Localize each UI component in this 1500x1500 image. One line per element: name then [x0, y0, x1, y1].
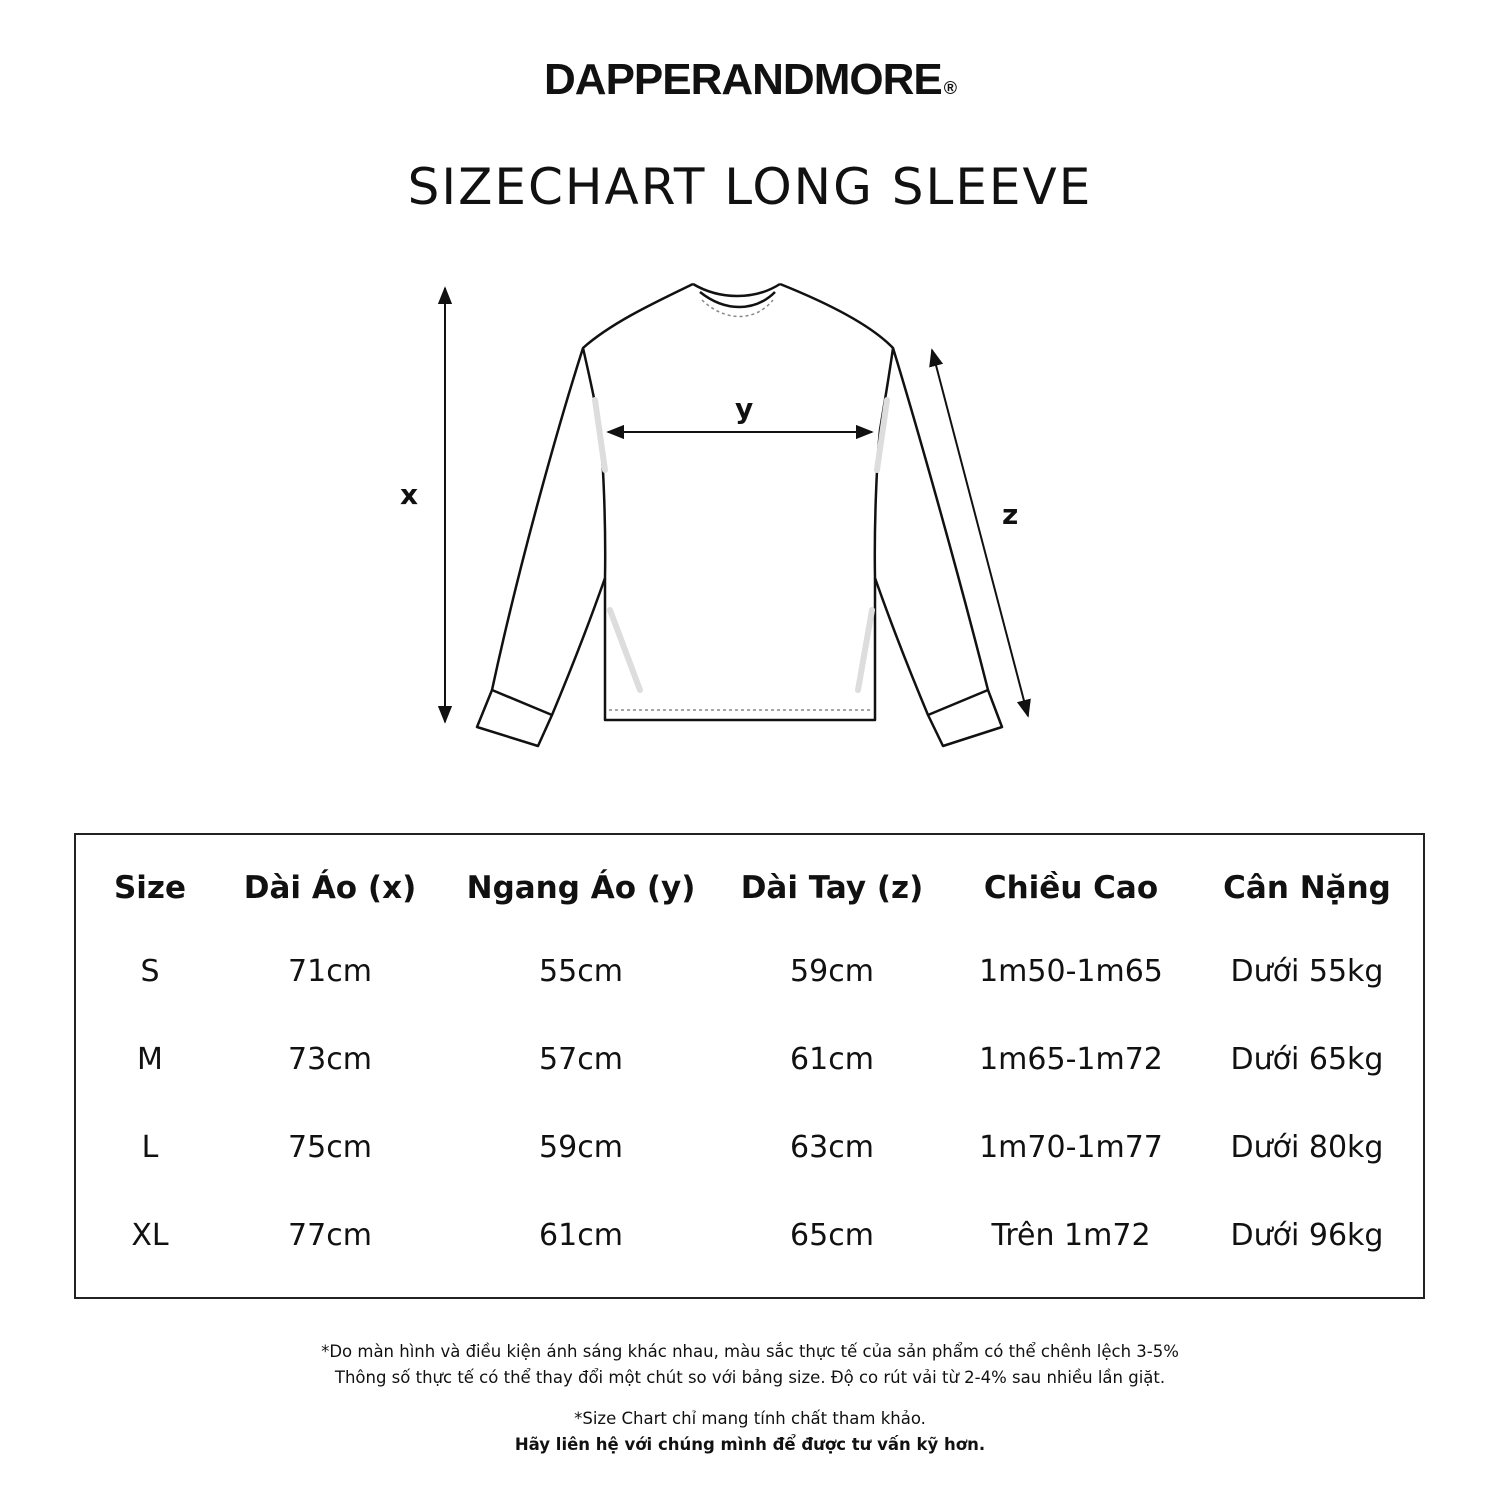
header-height: Chiều Cao	[983, 870, 1159, 906]
table-row	[76, 1103, 1410, 1191]
table-row	[76, 927, 1410, 1015]
cell-sleeve: 61cm	[790, 1041, 874, 1077]
label-x: x	[400, 478, 419, 511]
cell-height: Trên 1m72	[991, 1217, 1151, 1253]
table-row	[76, 1191, 1410, 1279]
size-table	[76, 849, 1410, 1279]
cell-length: 77cm	[288, 1217, 372, 1253]
header-weight: Cân Nặng	[1223, 870, 1391, 906]
stitch-lines	[609, 300, 871, 710]
cell-length: 75cm	[288, 1129, 372, 1165]
note-contact: Hãy liên hệ với chúng mình để được tư vấn kỹ hơn.	[514, 1435, 986, 1454]
cell-height: 1m50-1m65	[979, 953, 1163, 989]
cell-width: 55cm	[539, 953, 623, 989]
header-width: Ngang Áo (y)	[466, 870, 696, 906]
cell-height: 1m65-1m72	[979, 1041, 1163, 1077]
size-table-box	[74, 833, 1425, 1299]
shirt-outline	[477, 284, 1002, 746]
header-length: Dài Áo (x)	[243, 870, 417, 906]
cell-width: 59cm	[539, 1129, 623, 1165]
disclaimer-notes	[0, 1339, 1500, 1391]
cell-width: 61cm	[539, 1217, 623, 1253]
cell-weight: Dưới 65kg	[1230, 1041, 1384, 1077]
cell-height: 1m70-1m77	[979, 1129, 1163, 1165]
cell-size: L	[141, 1129, 159, 1165]
label-y: y	[735, 392, 754, 425]
header-size: Size	[113, 870, 187, 906]
cell-sleeve: 65cm	[790, 1217, 874, 1253]
table-row	[76, 1015, 1410, 1103]
note-reference-only: *Size Chart chỉ mang tính chất tham khảo.	[574, 1409, 926, 1428]
reference-notes	[0, 1406, 1500, 1458]
cell-weight: Dưới 96kg	[1230, 1217, 1384, 1253]
cell-size: XL	[131, 1217, 169, 1253]
label-z: z	[1002, 498, 1019, 531]
cell-length: 71cm	[288, 953, 372, 989]
table-header-row	[76, 849, 1410, 927]
registered-mark: ®	[943, 78, 956, 98]
header-sleeve: Dài Tay (z)	[740, 870, 924, 906]
fold-shading	[595, 400, 887, 690]
cell-size: S	[140, 953, 160, 989]
cell-length: 73cm	[288, 1041, 372, 1077]
page-title: SIZECHART LONG SLEEVE	[407, 158, 1093, 216]
cell-weight: Dưới 55kg	[1230, 953, 1384, 989]
cell-sleeve: 63cm	[790, 1129, 874, 1165]
cell-weight: Dưới 80kg	[1230, 1129, 1384, 1165]
cell-sleeve: 59cm	[790, 953, 874, 989]
note-color-variance: *Do màn hình và điều kiện ánh sáng khác nhau, màu sắc thực tế của sản phẩm có thể chênh lệch 3-5%	[321, 1342, 1179, 1361]
note-shrinkage: Thông số thực tế có thể thay đổi một chút so với bảng size. Độ co rút vải từ 2-4% sau nhiều lần giặt.	[334, 1368, 1166, 1387]
cell-width: 57cm	[539, 1041, 623, 1077]
brand-name: DAPPERANDMORE	[544, 55, 942, 104]
cell-size: M	[137, 1041, 163, 1077]
